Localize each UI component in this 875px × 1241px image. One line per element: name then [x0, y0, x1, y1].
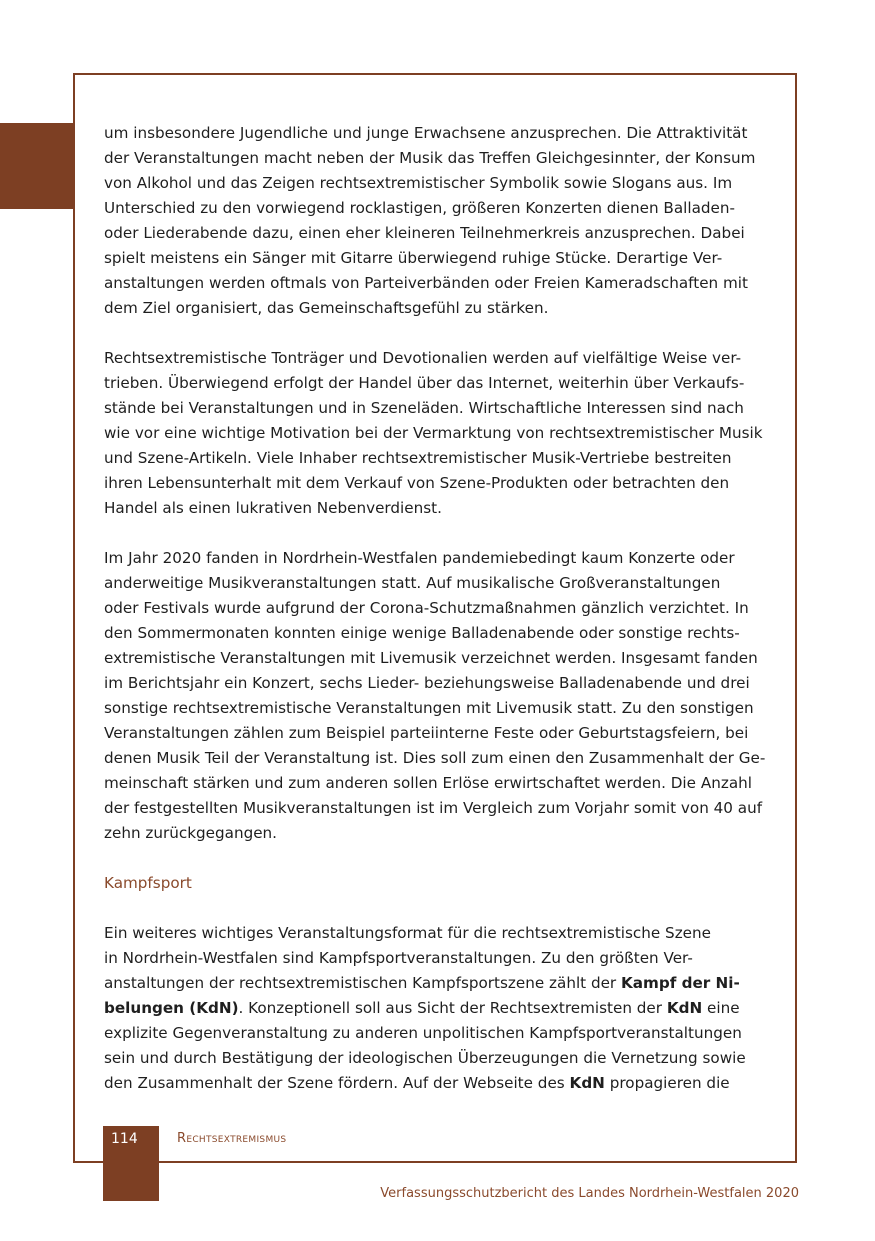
paragraph-3 — [104, 546, 772, 846]
bold-term: KdN — [666, 999, 703, 1017]
text-line: wie vor eine wichtige Motivation bei der Vermarktung von rechtsextremistischer Musik — [104, 424, 763, 442]
text-run: . Konzeptionell soll aus Sicht der Rechtsextremisten der — [238, 999, 667, 1017]
text-line: spielt meistens ein Sänger mit Gitarre überwiegend ruhige Stücke. Derartige Ver- — [104, 249, 723, 267]
text-run: propagieren die — [604, 1074, 730, 1092]
body-text — [104, 121, 772, 1121]
bold-term: KdN — [569, 1074, 605, 1092]
text-line: Handel als einen lukrativen Nebenverdienst. — [104, 499, 442, 517]
text-line — [104, 971, 772, 996]
text-line: sein und durch Bestätigung der ideologischen Überzeugungen die Vernetzung sowie — [104, 1049, 746, 1067]
chapter-tab-marker — [0, 123, 74, 209]
text-run: anstaltungen der rechtsextremistischen Kampfsportszene zählt der — [104, 974, 621, 992]
text-line: dem Ziel organisiert, das Gemeinschaftsgefühl zu stärken. — [104, 299, 549, 317]
text-line: explizite Gegenveranstaltung zu anderen unpolitischen Kampfsportveranstaltungen — [104, 1024, 742, 1042]
text-line: und Szene-Artikeln. Viele Inhaber rechtsextremistischer Musik-Vertriebe bestreiten — [104, 449, 732, 467]
text-line: stände bei Veranstaltungen und in Szeneläden. Wirtschaftliche Interessen sind nach — [104, 399, 744, 417]
text-line: den Sommermonaten konnten einige wenige Balladenabende oder sonstige rechts- — [104, 624, 740, 642]
section-heading-kampfsport: Kampfsport — [104, 874, 192, 892]
text-line: Veranstaltungen zählen zum Beispiel parteiinterne Feste oder Geburtstagsfeiern, bei — [104, 724, 749, 742]
text-run: den Zusammenhalt der Szene fördern. Auf der Webseite des — [104, 1074, 570, 1092]
text-line: anstaltungen werden oftmals von Parteiverbänden oder Freien Kameradschaften mit — [104, 274, 748, 292]
text-line: oder Liederabende dazu, einen eher kleineren Teilnehmerkreis anzusprechen. Dabei — [104, 224, 745, 242]
text-line: zehn zurückgegangen. — [104, 824, 278, 842]
page-number: 114 — [111, 1131, 138, 1147]
text-line: im Berichtsjahr ein Konzert, sechs Lieder- beziehungsweise Balladenabende und drei — [104, 674, 750, 692]
text-line: Rechtsextremistische Tonträger und Devotionalien werden auf vielfältige Weise ver- — [104, 349, 742, 367]
bold-term: Kampf der Ni- — [621, 974, 740, 992]
text-line: oder Festivals wurde aufgrund der Corona-Schutzmaßnahmen gänzlich verzichtet. In — [104, 599, 749, 617]
text-line: extremistische Veranstaltungen mit Livemusik verzeichnet werden. Insgesamt fanden — [104, 649, 758, 667]
text-line: sonstige rechtsextremistische Veranstaltungen mit Livemusik statt. Zu den sonstigen — [104, 699, 754, 717]
text-line: Ein weiteres wichtiges Veranstaltungsformat für die rechtsextremistische Szene — [104, 924, 711, 942]
running-section-title: Rechtsextremismus — [177, 1131, 287, 1146]
text-line — [104, 1071, 772, 1096]
paragraph-4 — [104, 921, 772, 1096]
text-line: Im Jahr 2020 fanden in Nordrhein-Westfalen pandemiebedingt kaum Konzerte oder — [104, 549, 735, 567]
text-line: Unterschied zu den vorwiegend rocklastigen, größeren Konzerten dienen Balladen- — [104, 199, 735, 217]
text-line — [104, 996, 772, 1021]
text-line: anderweitige Musikveranstaltungen statt. Auf musikalische Großveranstaltungen — [104, 574, 721, 592]
report-title: Verfassungsschutzbericht des Landes Nordrhein-Westfalen 2020 — [380, 1186, 799, 1201]
paragraph-1 — [104, 121, 772, 321]
text-line: von Alkohol und das Zeigen rechtsextremistischer Symbolik sowie Slogans aus. Im — [104, 174, 733, 192]
text-line: in Nordrhein-Westfalen sind Kampfsportveranstaltungen. Zu den größten Ver- — [104, 949, 693, 967]
bold-term: belungen (KdN) — [104, 999, 239, 1017]
text-line: denen Musik Teil der Veranstaltung ist. Dies soll zum einen den Zusammenhalt der Ge- — [104, 749, 766, 767]
text-line: der festgestellten Musikveranstaltungen ist im Vergleich zum Vorjahr somit von 40 auf — [104, 799, 763, 817]
text-line: trieben. Überwiegend erfolgt der Handel über das Internet, weiterhin über Verkaufs- — [104, 374, 745, 392]
paragraph-2 — [104, 346, 772, 521]
text-line: ihren Lebensunterhalt mit dem Verkauf von Szene-Produkten oder betrachten den — [104, 474, 730, 492]
text-line: meinschaft stärken und zum anderen sollen Erlöse erwirtschaftet werden. Die Anzahl — [104, 774, 752, 792]
text-run: eine — [702, 999, 740, 1017]
text-line: der Veranstaltungen macht neben der Musik das Treffen Gleichgesinnter, der Konsum — [104, 149, 756, 167]
text-line: um insbesondere Jugendliche und junge Erwachsene anzusprechen. Die Attraktivität — [104, 124, 748, 142]
